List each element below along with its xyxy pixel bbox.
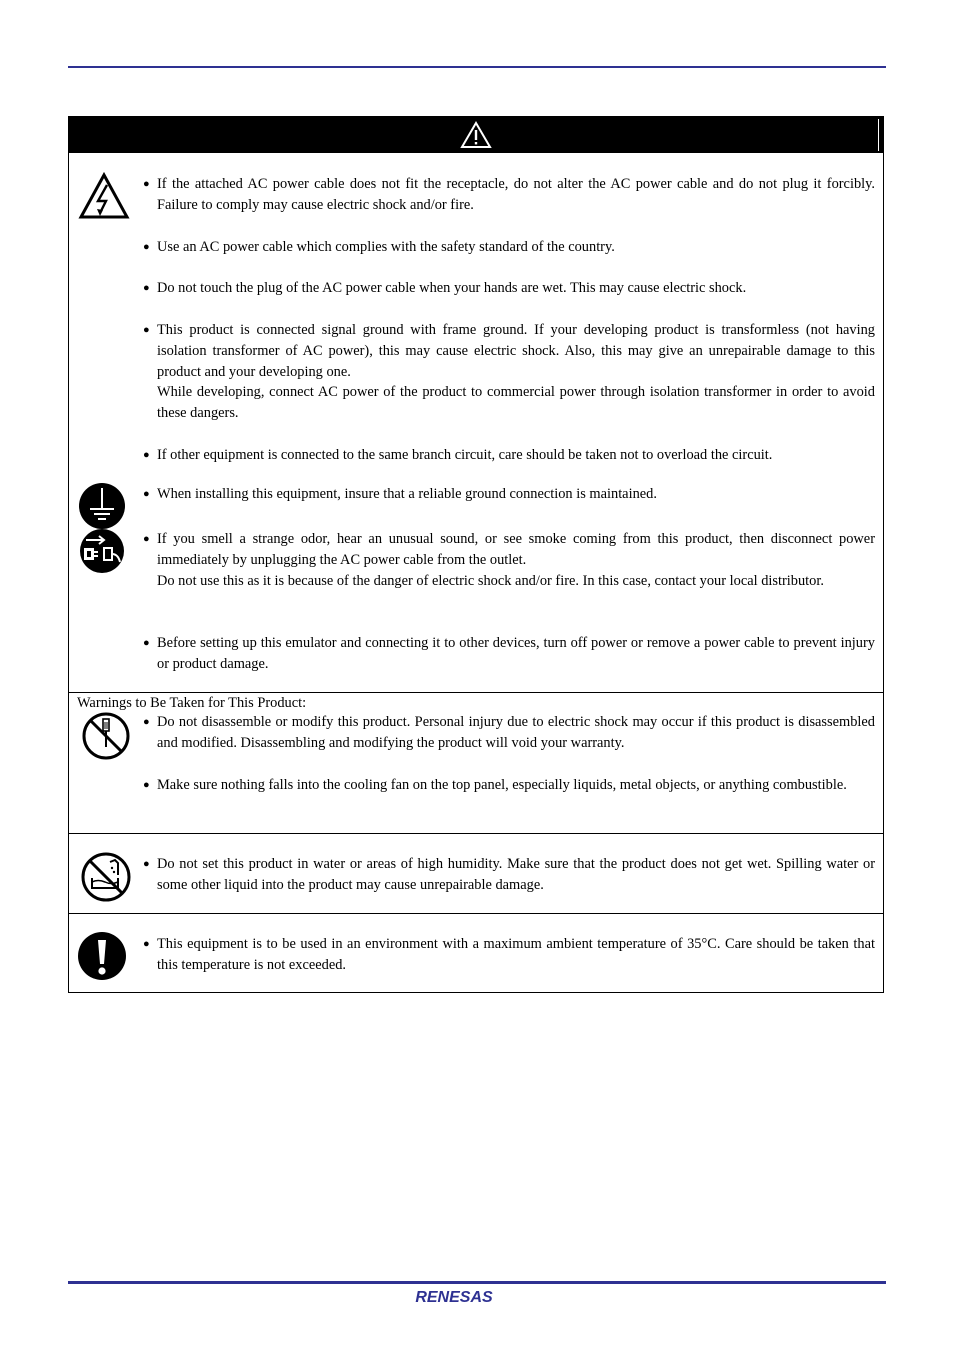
list-item: ● Before setting up this emulator and connecting it to other devices, turn off power or remove a power cable to prevent injury or product damage.	[143, 635, 875, 672]
bottom-rule	[68, 1281, 886, 1284]
section-label: Warnings to Be Taken for This Product:	[77, 695, 307, 711]
warning-header	[69, 117, 883, 153]
section-divider	[69, 913, 883, 914]
list-item: ● This product is connected signal ground with frame ground. If your developing product is transformless (not having isolation transformer of AC power), this may cause electric shock. Also, this may give an unrepairable damage to this product and your developing one. While developing, connect AC power of the product to commercial power through isolation transformer in order to avoid these dangers.	[143, 322, 875, 422]
list-item: ● Do not touch the plug of the AC power cable when your hands are wet. This may cause electric shock.	[143, 280, 747, 296]
list-item: ● Do not set this product in water or areas of high humidity. Make sure that the product does not get wet. Spilling water or some other liquid into the product may cause unrepairable damage.	[143, 856, 875, 893]
list-item: ● This equipment is to be used in an environment with a maximum ambient temperature of 35°C. Care should be taken that this temperature is not exceeded.	[143, 936, 875, 973]
list-item: ● Make sure nothing falls into the cooling fan on the top panel, especially liquids, metal objects, or anything combustible.	[143, 777, 847, 793]
no-disassembly-icon	[81, 711, 131, 761]
list-item: ● Do not disassemble or modify this product. Personal injury due to electric shock may occur if this product is disassembled and modified. Disassembling and modifying the product will void your warranty.	[143, 714, 875, 751]
renesas-logo	[398, 1287, 510, 1305]
warning-box	[68, 116, 884, 993]
ground-connection-icon	[78, 482, 126, 530]
section-divider	[69, 692, 883, 693]
electric-shock-icon	[78, 172, 130, 220]
mandatory-exclamation-icon	[77, 931, 127, 981]
svg-text:RENESAS: RENESAS	[415, 1289, 493, 1305]
list-item: ● When installing this equipment, insure that a reliable ground connection is maintained.	[143, 486, 657, 502]
section-divider	[69, 833, 883, 834]
list-item: ● If other equipment is connected to the same branch circuit, care should be taken not to overload the circuit.	[143, 447, 773, 463]
list-item: ● If you smell a strange odor, hear an unusual sound, or see smoke coming from this product, then disconnect power immediately by unplugging the AC power cable from the outlet. Do not use this as it is because of the danger of electric shock and/or fire. In this case, contact your local distributor.	[143, 531, 875, 589]
unplug-power-icon	[78, 528, 126, 574]
top-rule	[68, 66, 886, 68]
warning-triangle-icon	[460, 121, 492, 149]
no-water-icon	[80, 852, 132, 902]
list-item: ● Use an AC power cable which complies with the safety standard of the country.	[143, 239, 615, 255]
list-item: ● If the attached AC power cable does not fit the receptacle, do not alter the AC power cable and do not plug it forcibly. Failure to comply may cause electric shock and/or fire.	[143, 176, 875, 213]
